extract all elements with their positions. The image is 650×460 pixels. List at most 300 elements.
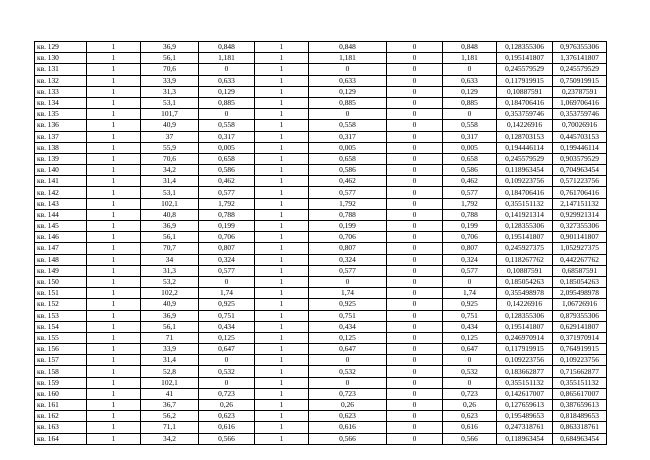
value-cell: 0 [387, 321, 443, 332]
apartment-cell: кв. 158 [35, 366, 87, 377]
apartment-cell: кв. 154 [35, 321, 87, 332]
value-cell: 101,7 [141, 109, 199, 120]
value-cell: 0,117919915 [497, 75, 553, 86]
apartment-cell: кв. 151 [35, 288, 87, 299]
value-cell: 71 [141, 332, 199, 343]
value-cell: 1 [255, 299, 309, 310]
value-cell: 0,863318761 [553, 422, 607, 433]
value-cell: 0,129 [309, 86, 387, 97]
value-cell: 0 [443, 276, 497, 287]
value-cell: 0 [199, 64, 255, 75]
value-cell: 0,10887591 [497, 86, 553, 97]
value-cell: 1 [255, 400, 309, 411]
value-cell: 1 [87, 53, 141, 64]
value-cell: 1 [87, 64, 141, 75]
value-cell: 1,792 [443, 198, 497, 209]
apartment-cell: кв. 163 [35, 422, 87, 433]
value-cell: 0,245579529 [497, 64, 553, 75]
table-row [35, 243, 607, 254]
value-cell: 1 [87, 433, 141, 444]
value-cell: 1 [255, 86, 309, 97]
value-cell: 0,633 [199, 75, 255, 86]
apartment-cell: кв. 132 [35, 75, 87, 86]
value-cell: 0,26 [443, 400, 497, 411]
value-cell: 1 [87, 400, 141, 411]
value-cell: 0,142617007 [497, 388, 553, 399]
apartment-cell: кв. 159 [35, 377, 87, 388]
table-row [35, 75, 607, 86]
value-cell: 34 [141, 254, 199, 265]
value-cell: 0,118267762 [497, 254, 553, 265]
value-cell: 0,353759746 [497, 109, 553, 120]
value-cell: 56,1 [141, 53, 199, 64]
value-cell: 0,434 [309, 321, 387, 332]
value-cell: 1 [255, 109, 309, 120]
value-cell: 0,128355306 [497, 221, 553, 232]
value-cell: 0,125 [309, 332, 387, 343]
value-cell: 0,327355306 [553, 221, 607, 232]
value-cell: 0 [387, 388, 443, 399]
value-cell: 0,704963454 [553, 165, 607, 176]
value-cell: 0 [199, 355, 255, 366]
value-cell: 0 [309, 377, 387, 388]
value-cell: 1 [255, 332, 309, 343]
table-row [35, 86, 607, 97]
value-cell: 1 [255, 344, 309, 355]
value-cell: 0,577 [309, 187, 387, 198]
value-cell: 0,901141807 [553, 232, 607, 243]
table-row [35, 265, 607, 276]
value-cell: 0,246970914 [497, 332, 553, 343]
value-cell: 0,586 [443, 165, 497, 176]
apartment-cell: кв. 135 [35, 109, 87, 120]
value-cell: 0,764919915 [553, 344, 607, 355]
apartment-cell: кв. 150 [35, 276, 87, 287]
value-cell: 0,371970914 [553, 332, 607, 343]
apartment-cell: кв. 139 [35, 153, 87, 164]
table-row [35, 288, 607, 299]
value-cell: 0,761706416 [553, 187, 607, 198]
value-cell: 0,70026916 [553, 120, 607, 131]
value-cell: 0,434 [443, 321, 497, 332]
value-cell: 0,903579529 [553, 153, 607, 164]
value-cell: 0,532 [309, 366, 387, 377]
value-cell: 0 [387, 42, 443, 53]
value-cell: 0,577 [309, 265, 387, 276]
value-cell: 1,74 [309, 288, 387, 299]
value-cell: 0,117919915 [497, 344, 553, 355]
table-row [35, 53, 607, 64]
value-cell: 1 [255, 321, 309, 332]
value-cell: 0,195141807 [497, 321, 553, 332]
value-cell: 40,9 [141, 120, 199, 131]
value-cell: 1 [87, 411, 141, 422]
value-cell: 0 [387, 209, 443, 220]
value-cell: 0,577 [443, 265, 497, 276]
value-cell: 1 [87, 265, 141, 276]
value-cell: 102,1 [141, 198, 199, 209]
apartment-cell: кв. 129 [35, 42, 87, 53]
value-cell: 0 [443, 355, 497, 366]
value-cell: 1 [255, 243, 309, 254]
table-row [35, 176, 607, 187]
value-cell: 1 [255, 276, 309, 287]
value-cell: 0,577 [443, 187, 497, 198]
value-cell: 0,183662877 [497, 366, 553, 377]
apartment-cell: кв. 141 [35, 176, 87, 187]
value-cell: 1 [87, 165, 141, 176]
apartment-cell: кв. 152 [35, 299, 87, 310]
apartment-cell: кв. 147 [35, 243, 87, 254]
value-cell: 31,4 [141, 355, 199, 366]
table-row [35, 321, 607, 332]
table-row [35, 422, 607, 433]
value-cell: 0,558 [309, 120, 387, 131]
value-cell: 1,74 [443, 288, 497, 299]
value-cell: 0,118963454 [497, 433, 553, 444]
value-cell: 0,558 [443, 120, 497, 131]
value-cell: 1 [87, 153, 141, 164]
value-cell: 0,199 [309, 221, 387, 232]
apartment-cell: кв. 148 [35, 254, 87, 265]
value-cell: 0 [309, 355, 387, 366]
table-row [35, 198, 607, 209]
value-cell: 0,462 [309, 176, 387, 187]
value-cell: 1 [255, 355, 309, 366]
value-cell: 0,647 [443, 344, 497, 355]
value-cell: 55,9 [141, 142, 199, 153]
table-row [35, 310, 607, 321]
value-cell: 0,442267762 [553, 254, 607, 265]
value-cell: 1 [255, 232, 309, 243]
value-cell: 0,616 [443, 422, 497, 433]
value-cell: 0,807 [199, 243, 255, 254]
value-cell: 1 [87, 288, 141, 299]
value-cell: 0,317 [309, 131, 387, 142]
value-cell: 2,147151132 [553, 198, 607, 209]
value-cell: 31,3 [141, 265, 199, 276]
table-row [35, 254, 607, 265]
value-cell: 0,723 [443, 388, 497, 399]
table-row [35, 344, 607, 355]
apartment-cell: кв. 130 [35, 53, 87, 64]
table-row [35, 42, 607, 53]
value-cell: 0,532 [199, 366, 255, 377]
value-cell: 70,7 [141, 243, 199, 254]
value-cell: 0,195141807 [497, 53, 553, 64]
table-row [35, 131, 607, 142]
value-cell: 0 [443, 64, 497, 75]
value-cell: 1 [87, 142, 141, 153]
table-row [35, 400, 607, 411]
value-cell: 2,095498978 [553, 288, 607, 299]
value-cell: 0,128355306 [497, 310, 553, 321]
apartment-cell: кв. 149 [35, 265, 87, 276]
value-cell: 0,658 [199, 153, 255, 164]
value-cell: 1 [255, 176, 309, 187]
value-cell: 0,623 [199, 411, 255, 422]
value-cell: 0,387659613 [553, 400, 607, 411]
value-cell: 0,577 [199, 265, 255, 276]
value-cell: 0,128355306 [497, 42, 553, 53]
value-cell: 0,247318761 [497, 422, 553, 433]
apartment-cell: кв. 156 [35, 344, 87, 355]
value-cell: 1,181 [443, 53, 497, 64]
value-cell: 0,658 [309, 153, 387, 164]
value-cell: 0 [199, 276, 255, 287]
value-cell: 1 [87, 299, 141, 310]
value-cell: 0,185054263 [497, 276, 553, 287]
value-cell: 1 [255, 142, 309, 153]
value-cell: 0,355151132 [497, 377, 553, 388]
value-cell: 0 [387, 64, 443, 75]
value-cell: 0,623 [443, 411, 497, 422]
value-cell: 0 [387, 221, 443, 232]
value-cell: 0,005 [199, 142, 255, 153]
table-row [35, 388, 607, 399]
value-cell: 0,750919915 [553, 75, 607, 86]
value-cell: 0 [199, 377, 255, 388]
value-cell: 53,2 [141, 276, 199, 287]
apartment-cell: кв. 161 [35, 400, 87, 411]
value-cell: 0 [309, 276, 387, 287]
table-row [35, 64, 607, 75]
value-cell: 0 [387, 176, 443, 187]
value-cell: 0 [387, 109, 443, 120]
value-cell: 1 [255, 388, 309, 399]
table-body [35, 42, 607, 445]
value-cell: 1,376141807 [553, 53, 607, 64]
data-table [34, 41, 607, 445]
apartment-cell: кв. 134 [35, 97, 87, 108]
table-row [35, 120, 607, 131]
value-cell: 0,616 [309, 422, 387, 433]
apartment-cell: кв. 133 [35, 86, 87, 97]
value-cell: 1 [255, 131, 309, 142]
value-cell: 0,623 [309, 411, 387, 422]
value-cell: 56,1 [141, 232, 199, 243]
value-cell: 0 [387, 288, 443, 299]
value-cell: 0,848 [309, 42, 387, 53]
apartment-cell: кв. 155 [35, 332, 87, 343]
value-cell: 0 [387, 187, 443, 198]
value-cell: 0,706 [443, 232, 497, 243]
value-cell: 1,181 [309, 53, 387, 64]
value-cell: 0,109223756 [497, 355, 553, 366]
value-cell: 1 [255, 97, 309, 108]
value-cell: 0 [199, 109, 255, 120]
value-cell: 0,26 [199, 400, 255, 411]
value-cell: 36,9 [141, 42, 199, 53]
value-cell: 0 [309, 109, 387, 120]
value-cell: 0,005 [309, 142, 387, 153]
value-cell: 0,925 [199, 299, 255, 310]
value-cell: 1 [87, 75, 141, 86]
value-cell: 1 [87, 377, 141, 388]
value-cell: 0,125 [443, 332, 497, 343]
table-row [35, 209, 607, 220]
value-cell: 0,788 [443, 209, 497, 220]
value-cell: 0,129 [199, 86, 255, 97]
table-row [35, 411, 607, 422]
value-cell: 0,751 [199, 310, 255, 321]
value-cell: 0,245927375 [497, 243, 553, 254]
value-cell: 0,586 [309, 165, 387, 176]
value-cell: 0,723 [309, 388, 387, 399]
value-cell: 0,684963454 [553, 433, 607, 444]
value-cell: 70,6 [141, 153, 199, 164]
value-cell: 0,14226916 [497, 120, 553, 131]
table-row [35, 153, 607, 164]
value-cell: 1 [87, 276, 141, 287]
apartment-cell: кв. 162 [35, 411, 87, 422]
value-cell: 1 [255, 411, 309, 422]
value-cell: 0,885 [199, 97, 255, 108]
value-cell: 0,184706416 [497, 187, 553, 198]
value-cell: 0 [387, 411, 443, 422]
value-cell: 0,462 [443, 176, 497, 187]
value-cell: 41 [141, 388, 199, 399]
value-cell: 1 [87, 344, 141, 355]
table-row [35, 332, 607, 343]
value-cell: 1,74 [199, 288, 255, 299]
value-cell: 0,925 [309, 299, 387, 310]
value-cell: 0,317 [199, 131, 255, 142]
value-cell: 1 [87, 254, 141, 265]
value-cell: 0,194446114 [497, 142, 553, 153]
value-cell: 1 [255, 366, 309, 377]
value-cell: 0,658 [443, 153, 497, 164]
value-cell: 0 [387, 254, 443, 265]
value-cell: 0,245579529 [553, 64, 607, 75]
value-cell: 1 [87, 243, 141, 254]
value-cell: 1 [255, 187, 309, 198]
table-row [35, 165, 607, 176]
value-cell: 1,181 [199, 53, 255, 64]
table-row [35, 377, 607, 388]
value-cell: 0 [387, 276, 443, 287]
value-cell: 0,199446114 [553, 142, 607, 153]
value-cell: 0 [309, 64, 387, 75]
apartment-cell: кв. 142 [35, 187, 87, 198]
value-cell: 0,118963454 [497, 165, 553, 176]
value-cell: 31,3 [141, 86, 199, 97]
value-cell: 0,647 [309, 344, 387, 355]
value-cell: 0 [387, 265, 443, 276]
apartment-cell: кв. 131 [35, 64, 87, 75]
apartment-cell: кв. 136 [35, 120, 87, 131]
table-row [35, 299, 607, 310]
value-cell: 1 [87, 176, 141, 187]
value-cell: 1 [87, 422, 141, 433]
value-cell: 0 [387, 332, 443, 343]
value-cell: 0,566 [309, 433, 387, 444]
value-cell: 0,566 [443, 433, 497, 444]
value-cell: 0,195489653 [497, 411, 553, 422]
value-cell: 0,199 [199, 221, 255, 232]
value-cell: 1 [87, 42, 141, 53]
value-cell: 1 [87, 221, 141, 232]
value-cell: 0,706 [199, 232, 255, 243]
value-cell: 0,532 [443, 366, 497, 377]
value-cell: 0 [387, 142, 443, 153]
value-cell: 1 [255, 165, 309, 176]
value-cell: 1 [87, 97, 141, 108]
value-cell: 53,1 [141, 187, 199, 198]
value-cell: 0 [443, 377, 497, 388]
value-cell: 0,445703153 [553, 131, 607, 142]
value-cell: 1 [255, 53, 309, 64]
value-cell: 0,23787591 [553, 86, 607, 97]
value-cell: 1 [255, 42, 309, 53]
value-cell: 0,807 [443, 243, 497, 254]
value-cell: 0 [387, 366, 443, 377]
value-cell: 0 [387, 232, 443, 243]
value-cell: 0 [387, 75, 443, 86]
value-cell: 1,792 [309, 198, 387, 209]
value-cell: 0,633 [443, 75, 497, 86]
value-cell: 1,069706416 [553, 97, 607, 108]
value-cell: 0,723 [199, 388, 255, 399]
value-cell: 1 [255, 209, 309, 220]
value-cell: 0,109223756 [553, 355, 607, 366]
apartment-cell: кв. 140 [35, 165, 87, 176]
value-cell: 1 [255, 221, 309, 232]
value-cell: 0,751 [309, 310, 387, 321]
value-cell: 0,571223756 [553, 176, 607, 187]
value-cell: 0,558 [199, 120, 255, 131]
table-row [35, 433, 607, 444]
value-cell: 0,14226916 [497, 299, 553, 310]
value-cell: 0 [387, 97, 443, 108]
value-cell: 0,462 [199, 176, 255, 187]
value-cell: 0,324 [309, 254, 387, 265]
table-row [35, 232, 607, 243]
value-cell: 0,317 [443, 131, 497, 142]
value-cell: 0,586 [199, 165, 255, 176]
value-cell: 0 [443, 109, 497, 120]
value-cell: 1 [255, 422, 309, 433]
value-cell: 0 [387, 299, 443, 310]
value-cell: 0,848 [199, 42, 255, 53]
value-cell: 0 [387, 377, 443, 388]
value-cell: 0,127659613 [497, 400, 553, 411]
value-cell: 0,355151132 [553, 377, 607, 388]
value-cell: 40,9 [141, 299, 199, 310]
value-cell: 0,324 [443, 254, 497, 265]
value-cell: 1 [87, 332, 141, 343]
apartment-cell: кв. 144 [35, 209, 87, 220]
value-cell: 0,616 [199, 422, 255, 433]
value-cell: 1 [87, 232, 141, 243]
value-cell: 1,052927375 [553, 243, 607, 254]
value-cell: 0,195141807 [497, 232, 553, 243]
apartment-cell: кв. 138 [35, 142, 87, 153]
value-cell: 0 [387, 86, 443, 97]
value-cell: 1 [255, 265, 309, 276]
value-cell: 0,353759746 [553, 109, 607, 120]
table-row [35, 276, 607, 287]
value-cell: 1 [255, 288, 309, 299]
value-cell: 0,929921314 [553, 209, 607, 220]
value-cell: 56,2 [141, 411, 199, 422]
value-cell: 0,128703153 [497, 131, 553, 142]
table-row [35, 187, 607, 198]
value-cell: 0,141921314 [497, 209, 553, 220]
value-cell: 0,109223756 [497, 176, 553, 187]
data-sheet [34, 41, 606, 445]
apartment-cell: кв. 137 [35, 131, 87, 142]
